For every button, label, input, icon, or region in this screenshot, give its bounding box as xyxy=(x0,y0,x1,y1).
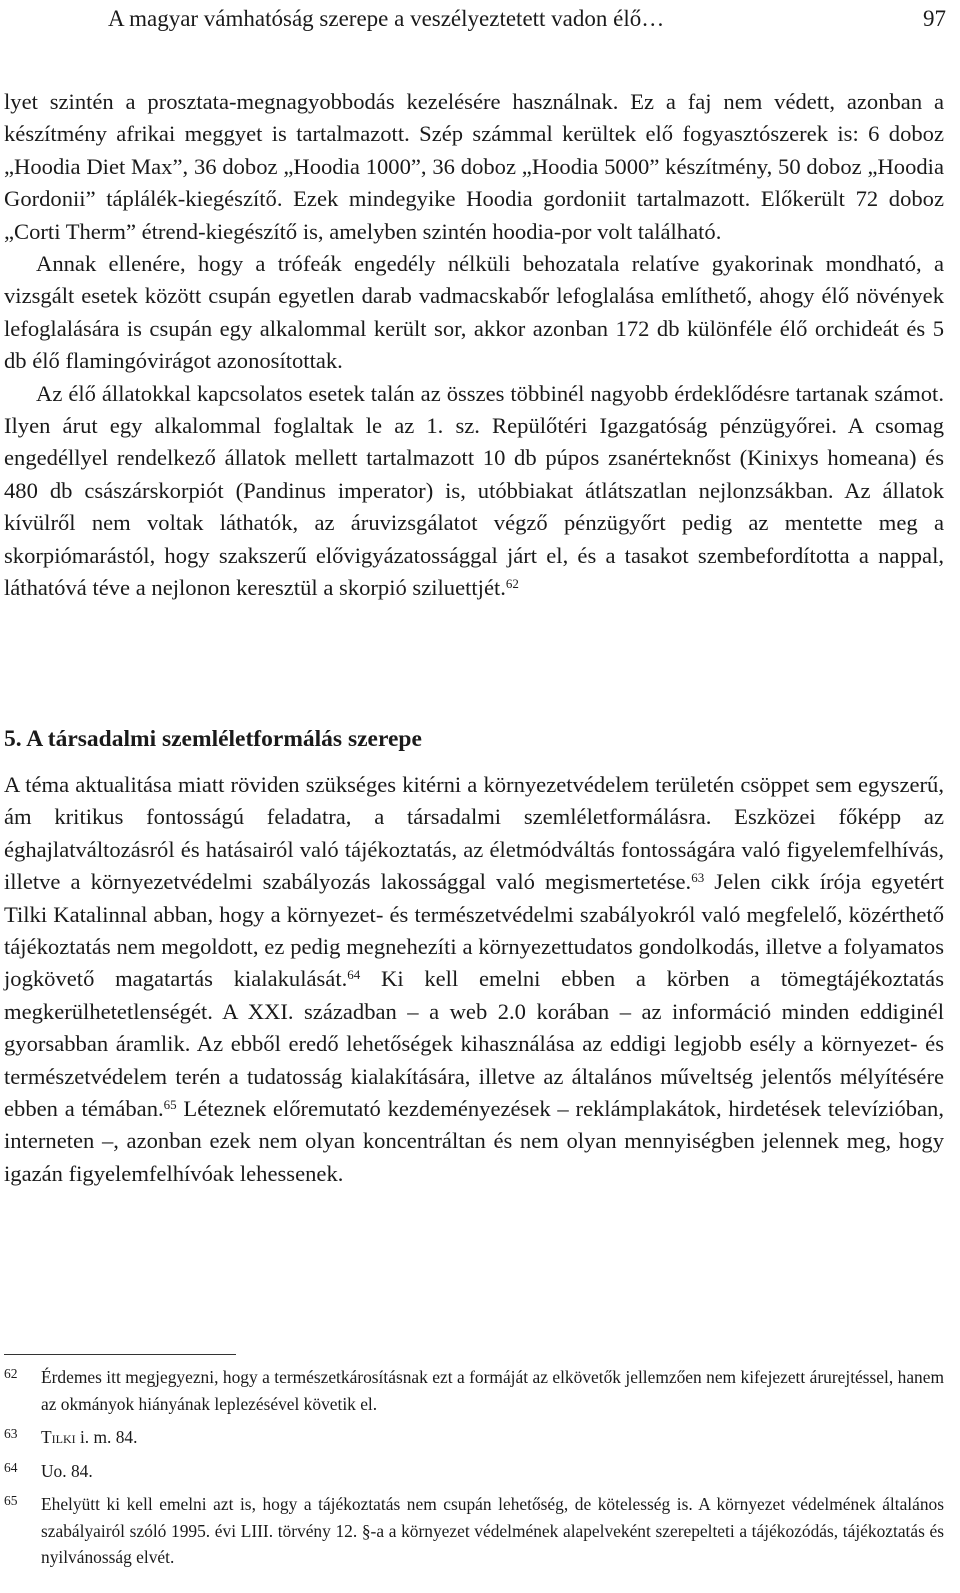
footnote-separator xyxy=(4,1354,236,1355)
text-run: Érdemes itt megjegyezni, hogy a természetkárosításnak ezt a formáját az elkövetők jellemzően nem kifejezett árurejtéssel, hanem az okmányok hiányának leplezésével követik el. xyxy=(41,1367,944,1414)
footnote xyxy=(4,1491,944,1571)
text-run: Jelen cikk írója egyetért Tilki Katalinnal abban, hogy a környezet- és természetvédelmi szabályokról való megfelelő, közérthető tájékoztatás nem megoldott, ez pedig megnehezíti a környezettudatos gondolkodás, illetve a folyamatos jogkövető magatartás kialakulását. xyxy=(4,869,944,992)
paragraph xyxy=(4,378,944,605)
text-run: i. m. 84. xyxy=(75,1427,138,1447)
page-number: 97 xyxy=(923,6,946,31)
footnote-reference[interactable]: 65 xyxy=(163,1097,177,1113)
author-name: Tilki xyxy=(41,1427,76,1447)
text-run: Ki kell emelni ebben a körben a tömegtájékoztatás megkerülhetetlenségét. A XXI. században – a web 2.0 korában – az információ minden eddiginél gyorsabban áramlik. Az ebből eredő lehetőségek kihasználása az eddigi legjobb esély a környezet- és természetvédelem terén a tudatosság kialakítására, illetve az általános műveltség jelentős mélyítésére ebben a témában. xyxy=(4,966,944,1122)
footnote-number: 64 xyxy=(4,1459,18,1475)
footnote xyxy=(4,1424,944,1451)
footnotes xyxy=(4,1364,944,1578)
running-header xyxy=(108,4,946,34)
text-run: A téma aktualitása miatt röviden szükséges kitérni a környezetvédelem területén csöppet sem egyszerű, ám kritikus fontosságú feladatra, a társadalmi szemléletformálásra. Eszközei főképp az éghajlatváltozásról és hatásairól való tájékoztatás, az életmódváltás fontosságára való figyelemfelhívás, illetve a környezetvédelmi szabályozás lakossággal való megismertetése. xyxy=(4,772,944,895)
running-title: A magyar vámhatóság szerepe a veszélyeztetett vadon élő… xyxy=(108,6,665,31)
paragraph xyxy=(4,86,944,248)
footnote xyxy=(4,1458,944,1485)
text-run: lyet szintén a prosztata-megnagyobbodás kezelésére használnak. Ez a faj nem védett, azonban a készítmény afrikai meggyet is tartalmazott. Szép számmal kerültek elő fogyasztószerek is: 6 doboz „Hoodia Diet Max”, 36 doboz „Hoodia 1000”, 36 doboz „Hoodia 5000” készítmény, 50 doboz „Hoodia Gordonii” táplálék-kiegészítő. Ezek mindegyike Hoodia gordoniit tartalmazott. Előkerült 72 doboz „Corti Therm” étrend-kiegészítő is, amelyben szintén hoodia-por volt található. xyxy=(4,89,944,244)
text-run: Uo. 84. xyxy=(41,1460,93,1481)
footnote xyxy=(4,1364,944,1417)
footnote-number: 62 xyxy=(4,1366,18,1381)
text-run: Léteznek előremutató kezdeményezések – reklámplakátok, hirdetések televízióban, interneten –, azonban ezek nem olyan koncentráltan és nem olyan mennyiségben jelennek meg, hogy igazán figyelemfelhívóak lehessenek. xyxy=(4,1096,945,1186)
text-run: Ehelyütt ki kell emelni azt is, hogy a tájékoztatás nem csupán lehetőség, de kötelesség is. A környezet védelmének általános szabályairól szóló 1995. évi LIII. törvény 12. §-a a környezet védelmének alapelveként szerepelteti a tájékozódás, tájékoztatás és nyilvánosság elvét. xyxy=(41,1494,944,1567)
text-run: Az élő állatokkal kapcsolatos esetek talán az összes többinél nagyobb érdeklődésre tartanak számot. Ilyen árut egy alkalommal foglaltak le az 1. sz. Repülőtéri Igazgatóság pénzügyőrei. A csomag engedéllyel rendelkező állatok mellett tartalmazott 10 db púpos zsanérteknőst (Kinixys homeana) és 480 db császárskorpiót (Pandinus imperator) is, utóbbiakat átlátszatlan nejlonzsákban. Az állatok kívülről nem voltak láthatók, az áruvizsgálatot végző pénzügyőrt pedig az mentette meg a skorpiómarástól, hogy szakszerű elővigyázatossággal járt el, és a tasakot szembefordította a nappal, láthatóvá téve a nejlonon keresztül a skorpió sziluettjét. xyxy=(4,380,944,601)
footnote-reference[interactable]: 63 xyxy=(691,870,705,886)
section-body xyxy=(4,769,944,1190)
footnote-number: 63 xyxy=(4,1426,18,1441)
section-heading: 5. A társadalmi szemléletformálás szerepe xyxy=(4,726,422,752)
body-text xyxy=(4,86,944,605)
footnote-reference[interactable]: 64 xyxy=(347,967,361,983)
paragraph xyxy=(4,248,944,378)
text-run: Annak ellenére, hogy a trófeák engedély nélküli behozatala relatíve gyakorinak mondható, a vizsgált esetek között csupán egyetlen darab vadmacskabőr lefoglalása említhető, ahogy élő növények lefoglalására is csupán egy alkalommal került sor, akkor azonban 172 db különféle élő orchideát és 5 db élő flamingóvirágot azonosítottak. xyxy=(4,251,944,374)
footnote-number: 65 xyxy=(4,1493,18,1508)
section-paragraph xyxy=(4,769,944,1190)
footnote-reference[interactable]: 62 xyxy=(505,576,519,592)
